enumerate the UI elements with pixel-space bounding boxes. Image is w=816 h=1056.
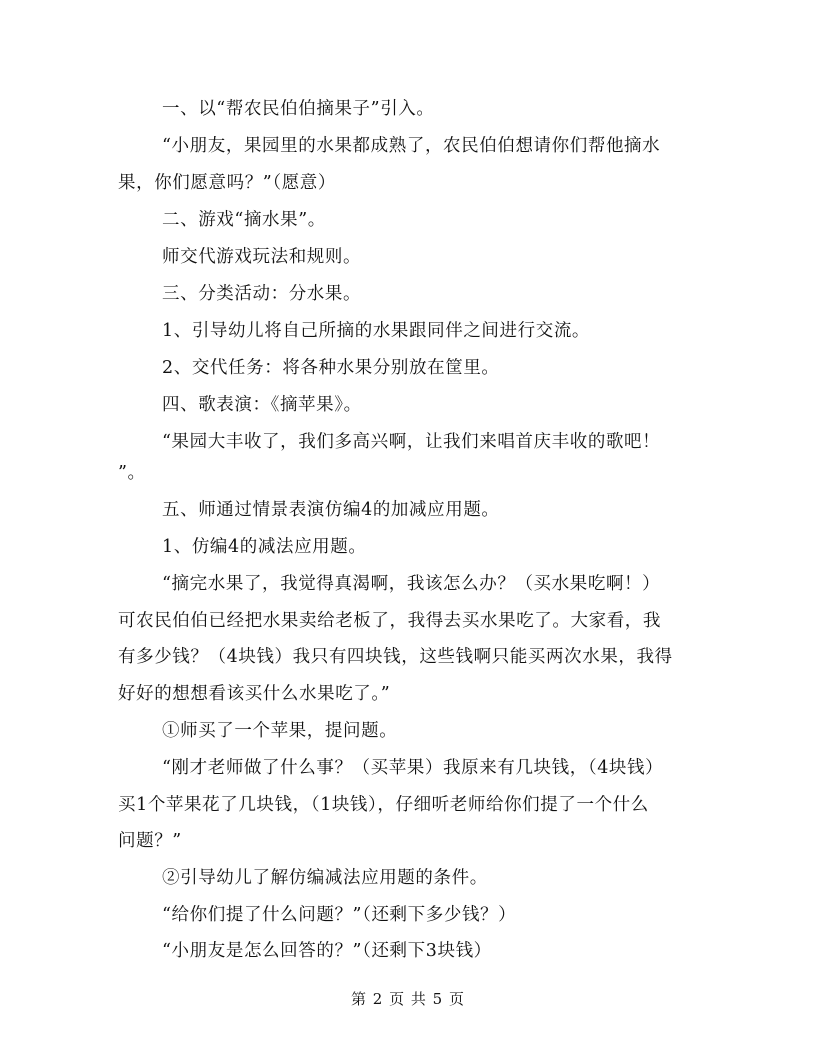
paragraph-line: “给你们提了什么问题？”（还剩下多少钱？） — [162, 905, 517, 925]
list-item: ①师买了一个苹果，提问题。 — [162, 721, 398, 741]
list-item: 1、引导幼儿将自己所摘的水果跟同伴之间进行交流。 — [162, 321, 591, 341]
list-item: ②引导幼儿了解仿编减法应用题的条件。 — [162, 868, 488, 888]
heading-section-3: 三、分类活动：分水果。 — [162, 284, 362, 304]
heading-section-4: 四、歌表演：《摘苹果》。 — [162, 395, 362, 415]
paragraph-line: 好好的想想看该买什么水果吃了。” — [118, 684, 391, 704]
paragraph-line: 可农民伯伯已经把水果卖给老板了，我得去买水果吃了。大家看，我 — [118, 611, 661, 631]
heading-section-1: 一、以“帮农民伯伯摘果子”引入。 — [162, 99, 435, 119]
page-number-footer: 第 2 页 共 5 页 — [351, 990, 465, 1008]
heading-section-2: 二、游戏“摘水果”。 — [162, 210, 326, 230]
paragraph-line: 果，你们愿意吗？”（愿意） — [118, 173, 336, 193]
list-item: 2、交代任务：将各种水果分别放在筐里。 — [162, 358, 500, 378]
paragraph-line: 买1个苹果花了几块钱，（1块钱），仔细听老师给你们提了一个什么 — [118, 795, 649, 815]
paragraph-line: “小朋友是怎么回答的？”（还剩下3块钱） — [162, 941, 492, 961]
paragraph-line: “摘完水果了，我觉得真渴啊，我该怎么办？（买水果吃啊！） — [162, 574, 661, 594]
paragraph-line: ”。 — [118, 463, 146, 483]
paragraph-line: 有多少钱？（4块钱）我只有四块钱，这些钱啊只能买两次水果，我得 — [118, 647, 673, 667]
paragraph-line: 师交代游戏玩法和规则。 — [162, 247, 362, 267]
paragraph-line: 问题？” — [118, 831, 182, 851]
paragraph-line: “果园大丰收了，我们多高兴啊，让我们来唱首庆丰收的歌吧！ — [162, 432, 661, 452]
paragraph-line: “刚才老师做了什么事？（买苹果）我原来有几块钱，（4块钱） — [162, 758, 664, 778]
list-item: 1、仿编4的减法应用题。 — [162, 537, 367, 557]
heading-section-5: 五、师通过情景表演仿编4的加减应用题。 — [162, 500, 500, 520]
paragraph-line: “小朋友，果园里的水果都成熟了，农民伯伯想请你们帮他摘水 — [162, 136, 661, 156]
